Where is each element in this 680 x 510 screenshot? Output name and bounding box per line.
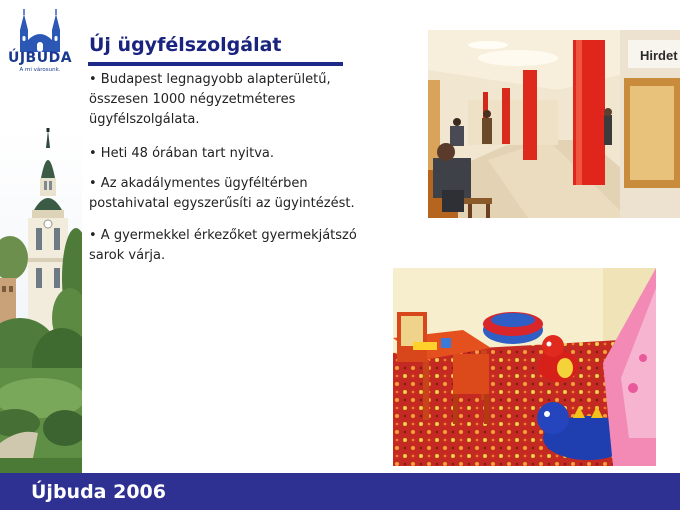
footer-label: Újbuda 2006: [31, 481, 166, 503]
bullet-hours: [89, 144, 389, 164]
slide-title: Új ügyfélszolgálat: [89, 34, 282, 56]
title-underline: [88, 62, 343, 66]
bullet-line: • Az akadálymentes ügyféltérben: [89, 176, 308, 191]
office-hall-photo: [428, 30, 680, 218]
bullet-line: ügyfélszolgálata.: [89, 112, 200, 127]
bullet-post-office: [89, 174, 389, 214]
church-photo: [0, 128, 82, 473]
bullet-line: • Heti 48 órában tart nyitva.: [89, 146, 275, 161]
bullet-line: összesen 1000 négyzetméteres: [89, 92, 296, 107]
notice-sign-text: Hirdet: [640, 48, 678, 63]
logo-wordmark: ÚJBUDA: [7, 50, 73, 66]
bullet-line: sarok várja.: [89, 248, 166, 263]
bullet-line: postahivatal egyszerűsíti az ügyintézést.: [89, 196, 355, 211]
bullet-line: • A gyermekkel érkezőket gyermekjátszó: [89, 228, 357, 243]
playroom-photo: [393, 268, 656, 466]
bullet-playroom: [89, 226, 389, 266]
bullet-line: • Budapest legnagyobb alapterületű,: [89, 72, 331, 87]
logo-tagline: A mi városunk.: [19, 67, 61, 73]
bullet-size: [89, 70, 389, 130]
